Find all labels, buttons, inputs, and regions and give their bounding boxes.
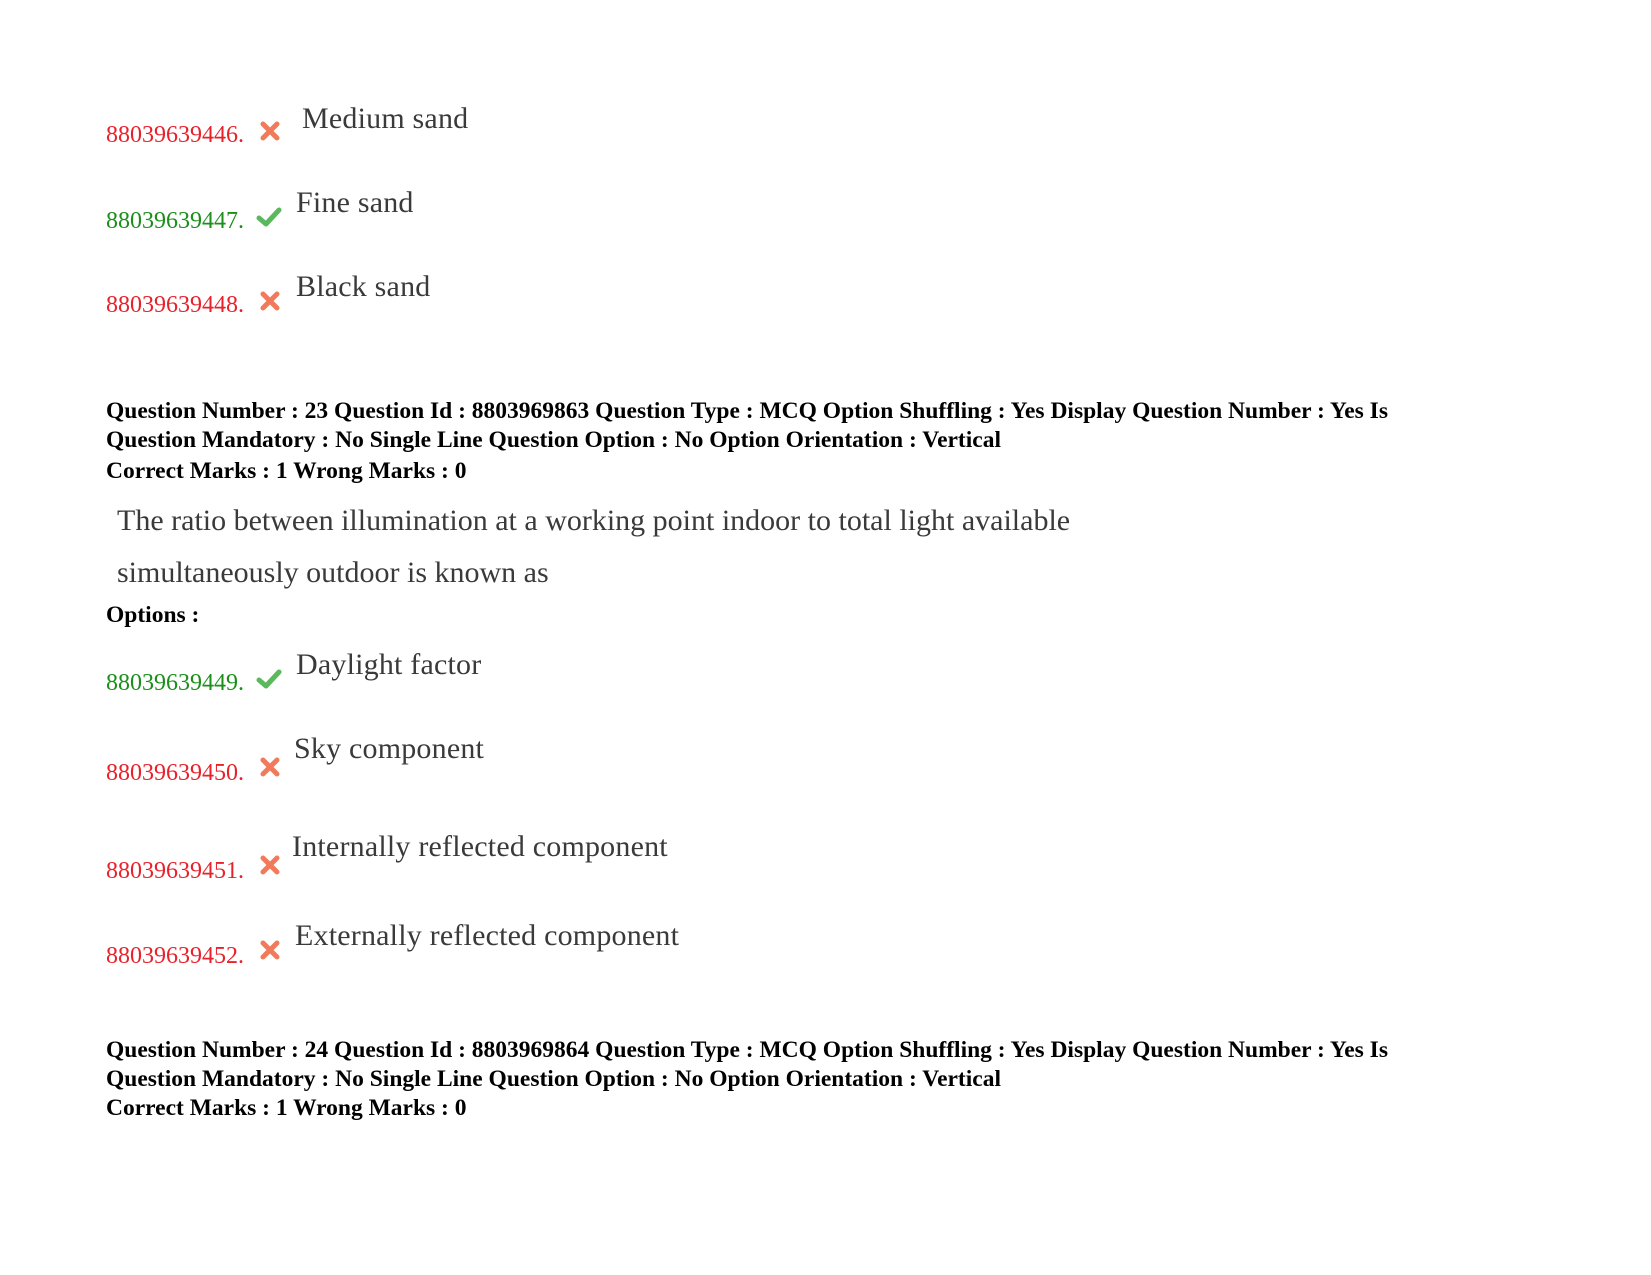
option-row <box>106 186 1306 258</box>
option-text: Fine sand <box>296 186 414 219</box>
option-row <box>106 648 1306 720</box>
option-text: Sky component <box>294 732 485 765</box>
option-text: Daylight factor <box>296 648 482 681</box>
option-id: 88039639448. <box>106 292 244 318</box>
option-id: 88039639447. <box>106 208 244 234</box>
option-text: Externally reflected component <box>295 919 680 952</box>
options-label: Options : <box>106 602 200 628</box>
option-row <box>106 919 1306 993</box>
question-marks: Correct Marks : 1 Wrong Marks : 0 <box>106 1095 467 1121</box>
question-meta-line: Question Number : 23 Question Id : 8803969863 Question Type : MCQ Option Shuffling : Yes Display Question Number : Yes Is <box>106 398 1388 424</box>
option-text: Internally reflected component <box>292 830 668 863</box>
question-meta <box>106 1036 1556 1094</box>
question-text: The ratio between illumination at a working point indoor to total light available <box>117 504 1071 537</box>
question-marks: Correct Marks : 1 Wrong Marks : 0 <box>106 458 467 484</box>
option-text: Black sand <box>296 270 431 303</box>
cross-icon <box>259 939 281 961</box>
question-meta-line: Question Mandatory : No Single Line Question Option : No Option Orientation : Vertical <box>106 1066 1001 1092</box>
question-text: simultaneously outdoor is known as <box>117 556 549 589</box>
option-id: 88039639450. <box>106 760 244 786</box>
check-icon <box>256 206 282 228</box>
option-row <box>106 270 1306 342</box>
question-meta <box>106 397 1556 455</box>
option-id: 88039639451. <box>106 858 244 884</box>
option-text: Medium sand <box>302 102 469 135</box>
cross-icon <box>259 756 281 778</box>
option-id: 88039639449. <box>106 670 244 696</box>
question-meta-line: Question Number : 24 Question Id : 8803969864 Question Type : MCQ Option Shuffling : Yes Display Question Number : Yes Is <box>106 1037 1388 1063</box>
cross-icon <box>259 854 281 876</box>
cross-icon <box>259 290 281 312</box>
option-row <box>106 102 1306 172</box>
question-meta-line: Question Mandatory : No Single Line Question Option : No Option Orientation : Vertical <box>106 427 1001 453</box>
cross-icon <box>259 120 281 142</box>
option-row <box>106 830 1306 908</box>
option-id: 88039639452. <box>106 943 244 969</box>
option-id: 88039639446. <box>106 122 244 148</box>
check-icon <box>256 668 282 690</box>
option-row <box>106 732 1306 810</box>
